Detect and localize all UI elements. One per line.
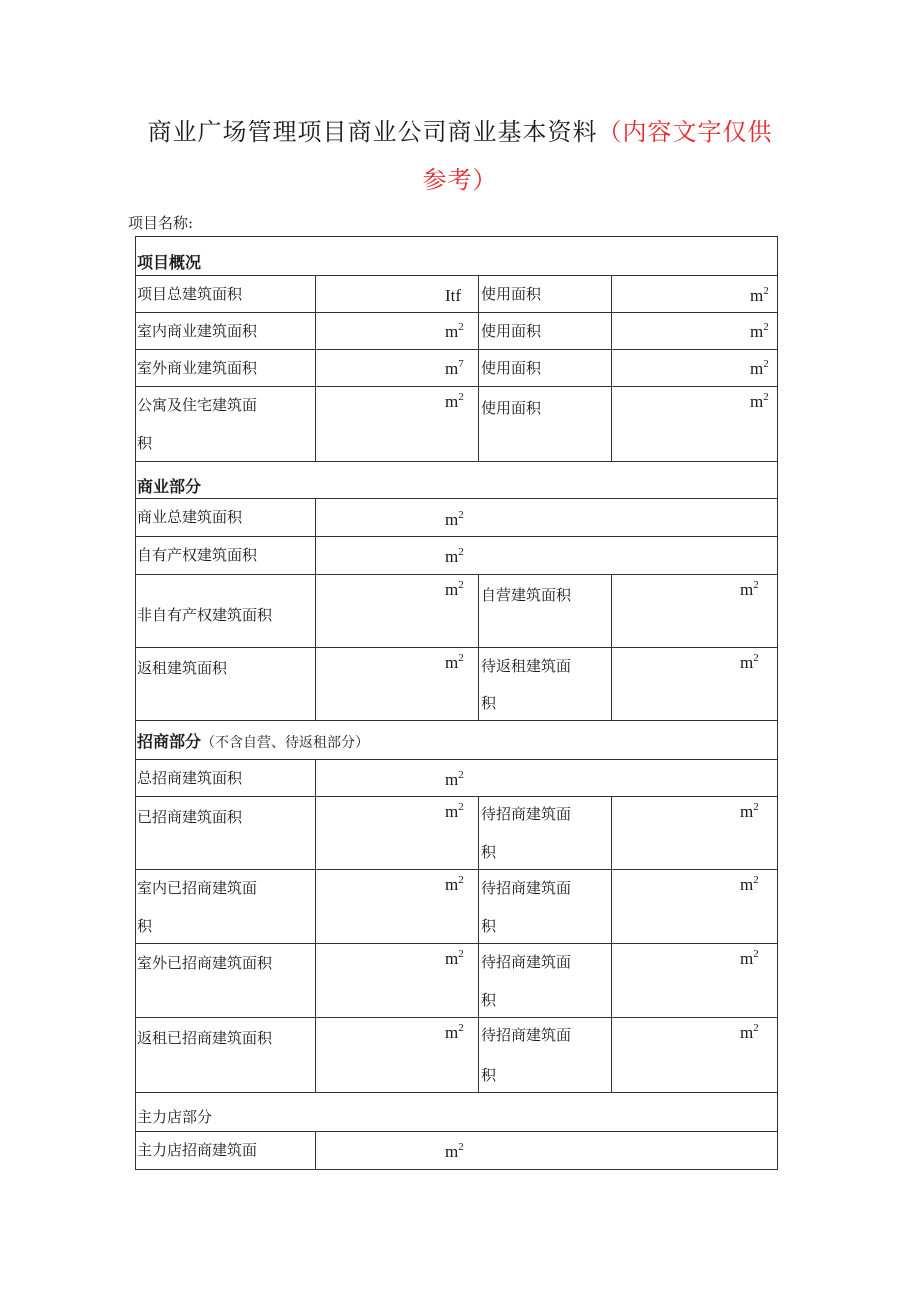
table-rule [315,759,316,1092]
table-rule [478,574,479,720]
label-outdoor-commercial-gfa: 室外商业建筑面积 [137,359,258,377]
value-anchor-leasing-unit: $m^2$ [445,1141,464,1161]
table-rule [478,275,479,461]
table-rule [135,1092,778,1093]
value-leased-unit: $m^2$ [445,801,464,821]
value-leaseback-unit: $m^2$ [445,652,464,672]
value-outdoor-commercial-unit: $m^7$ [445,358,464,378]
label-self-operated-gfa: 自营建筑面积 [481,586,572,604]
label-total-leasing-gfa: 总招商建筑面积 [137,769,243,787]
value-usable-area-unit: $m^2$ [750,391,769,411]
table-rule [315,275,316,461]
label-usable-area: 使用面积 [481,322,542,340]
value-indoor-leased-unit: $m^2$ [445,874,464,894]
label-apartment-gfa: 公寓及住宅建筑面 [137,396,258,414]
value-to-lease-unit: $m^2$ [740,1022,759,1042]
value-to-lease-unit: $m^2$ [740,948,759,968]
label-to-lease-gfa: 待招商建筑面 [481,1026,572,1044]
label-to-lease-gfa-cont: 积 [481,843,497,861]
value-usable-area-unit: $m^2$ [750,321,769,341]
label-commercial-total-gfa: 商业总建筑面积 [137,508,243,526]
value-total-gfa-unit: Itf [445,286,462,305]
label-leased-gfa: 已招商建筑面积 [137,808,243,826]
value-outdoor-leased-unit: $m^2$ [445,948,464,968]
section-leasing-heading: 招商部分（不含自营、待返租部分） [137,732,370,751]
label-pending-leaseback-gfa: 待返租建筑面 [481,657,572,675]
table-rule [315,498,316,720]
section-overview-heading: 项目概况 [137,253,202,272]
label-owned-gfa: 自有产权建筑面积 [137,546,258,564]
label-leaseback-gfa: 返租建筑面积 [137,659,228,677]
table-rule [135,461,778,462]
table-rule [135,943,778,944]
label-usable-area: 使用面积 [481,285,542,303]
section-commercial-heading: 商业部分 [137,477,202,496]
label-pending-leaseback-gfa-cont: 积 [481,694,497,712]
value-indoor-commercial-unit: $m^2$ [445,321,464,341]
label-outdoor-leased-gfa: 室外已招商建筑面积 [137,954,273,972]
value-owned-unit: $m^2$ [445,546,464,566]
value-apartment-unit: $m^2$ [445,391,464,411]
label-indoor-leased-gfa-cont: 积 [137,917,153,935]
label-indoor-leased-gfa: 室内已招商建筑面 [137,879,258,897]
label-total-gfa: 项目总建筑面积 [137,285,243,303]
label-to-lease-gfa: 待招商建筑面 [481,953,572,971]
title-note: （内容文字仅供 [597,118,773,146]
value-usable-area-unit: $m^2$ [750,285,769,305]
label-non-owned-gfa: 非自有产权建筑面积 [137,606,273,624]
label-to-lease-gfa-cont: 积 [481,1066,497,1084]
value-non-owned-unit: $m^2$ [445,579,464,599]
label-usable-area: 使用面积 [481,399,542,417]
label-leaseback-leased-gfa: 返租已招商建筑面积 [137,1029,273,1047]
label-to-lease-gfa-cont: 积 [481,917,497,935]
value-to-lease-unit: $m^2$ [740,801,759,821]
section-anchor-heading: 主力店部分 [137,1108,213,1126]
table-rule [611,275,612,461]
value-pending-leaseback-unit: $m^2$ [740,652,759,672]
table-rule [135,720,778,721]
title-main: 商业广场管理项目商业公司商业基本资料 [147,118,598,146]
value-self-operated-unit: $m^2$ [740,579,759,599]
label-indoor-commercial-gfa: 室内商业建筑面积 [137,322,258,340]
title-note-cont: 参考） [422,166,498,194]
label-usable-area: 使用面积 [481,359,542,377]
label-anchor-leasing-gfa: 主力店招商建筑面 [137,1141,258,1159]
value-usable-area-unit: $m^2$ [750,358,769,378]
table-rule [478,796,479,1092]
table-rule [135,1017,778,1018]
label-to-lease-gfa-cont: 积 [481,991,497,1009]
value-leaseback-leased-unit: $m^2$ [445,1022,464,1042]
value-to-lease-unit: $m^2$ [740,874,759,894]
table-rule [315,1131,316,1170]
label-apartment-gfa-cont: 积 [137,434,153,452]
project-name-label: 项目名称: [128,214,194,232]
table-rule [135,574,778,575]
table-rule [135,647,778,648]
document-title [120,108,800,204]
table-rule [611,574,612,720]
table-rule [611,796,612,1092]
value-total-leasing-unit: $m^2$ [445,769,464,789]
label-to-lease-gfa: 待招商建筑面 [481,805,572,823]
label-to-lease-gfa: 待招商建筑面 [481,879,572,897]
section-leasing-note: （不含自营、待返租部分） [201,735,370,751]
value-commercial-total-unit: $m^2$ [445,509,464,529]
